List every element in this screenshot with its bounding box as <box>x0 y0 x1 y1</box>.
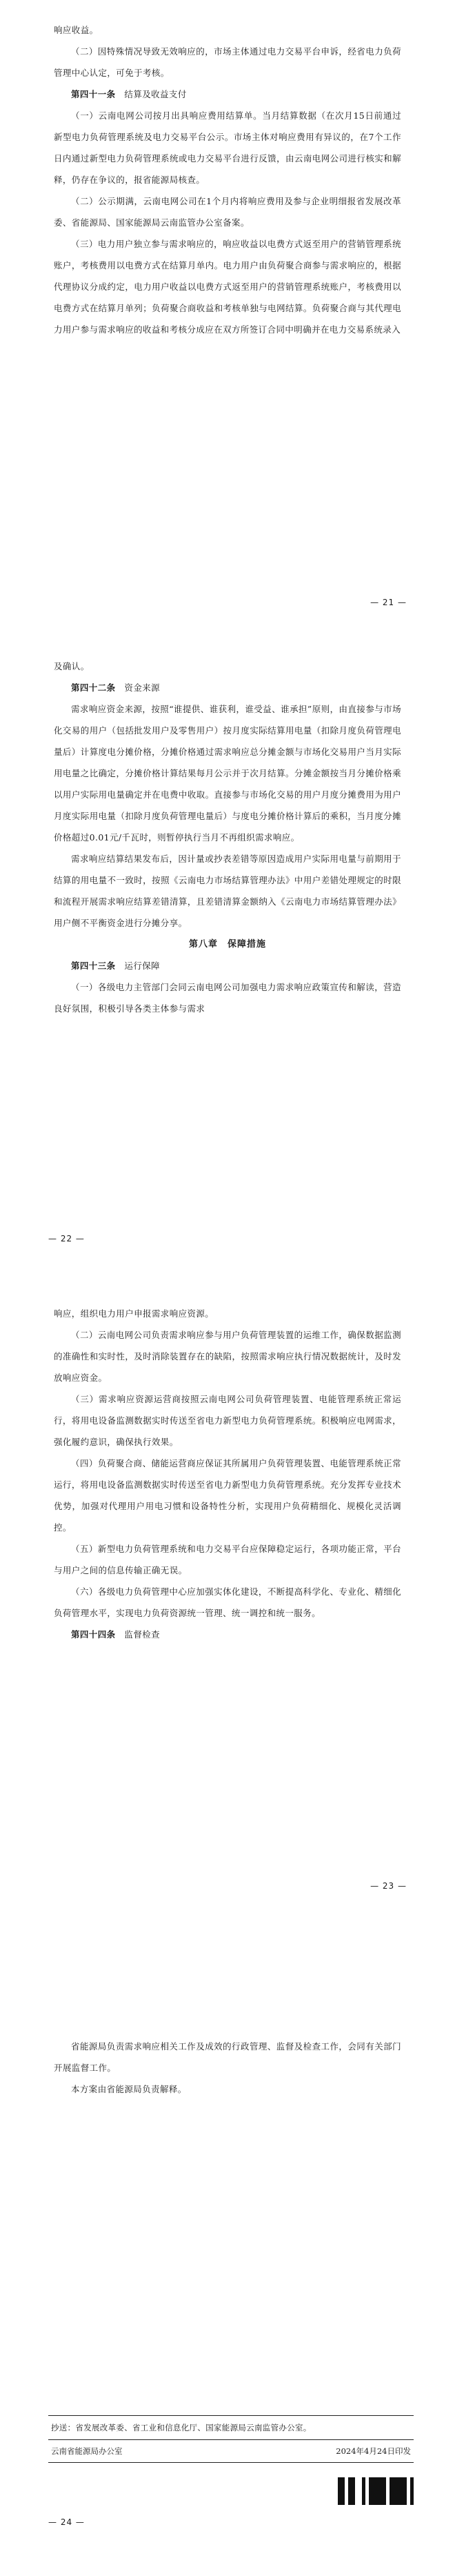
page-number: — 24 — <box>48 2517 85 2527</box>
body-paragraph: 需求响应资金来源，按照“谁提供、谁获利，谁受益、谁承担”原则，由直接参与市场化交易的用户（包括批发用户及零售用户）按月度实际结算用电量（扣除月度负荷管理电量后）计算度电分摊价格，分摊价格通过需求响应总分摊金额与市场化交易用户当月实际用电量之比确定，分摊价格计算结果每月公示并于次月结算。分摊金额按当月分摊价格乘以用户实际用电量确定并在电费中收取。直接参与市场化交易的用户月度分摊费用为用户月度实际用电量（扣除月度负荷管理电量后）与度电分摊价格计算后的乘积，当月度分摊价格超过0.01元/千瓦时，则暂停执行当月不再组织需求响应。 <box>54 704 401 843</box>
body-paragraph: （二）公示期满，云南电网公司在1个月内将响应费用及参与企业明细报省发展改革委、省能源局、国家能源局云南监管办公室备案。 <box>54 196 401 228</box>
body-paragraph: 省能源局负责需求响应相关工作及成效的行政管理、监督及检查工作，会同有关部门开展监督工作。 <box>54 2041 401 2073</box>
article-title: 监督检查 <box>124 1629 161 1640</box>
page-number: — 21 — <box>370 598 407 607</box>
body-paragraph: （一）云南电网公司按月出具响应费用结算单。当月结算数据（在次月15日前通过新型电力负荷管理系统及电力交易平台公示。市场主体对响应费用有异议的，在7个工作日内通过新型电力负荷管理系统或电力交易平台进行反馈，由云南电网公司进行核实和解释，仍存在争议的，报省能源局核查。 <box>54 110 401 185</box>
article-title: 运行保障 <box>124 961 161 971</box>
cc-line: 抄送：省发展改革委、省工业和信息化厅、国家能源局云南监管办公室。 <box>51 2423 312 2432</box>
body-paragraph: （六）各级电力负荷管理中心应加强实体化建设，不断提高科学化、专业化、精细化负荷管理水平，实现电力负荷资源统一管理、统一调控和统一服务。 <box>54 1586 401 1618</box>
article-number: 第四十四条 <box>71 1629 116 1640</box>
footer-rule-bottom <box>48 2462 414 2463</box>
document-page-23 <box>0 1303 455 1910</box>
document-page-24 <box>0 1939 455 2576</box>
article-number: 第四十二条 <box>71 682 116 693</box>
barcode-icon <box>338 2477 414 2505</box>
body-paragraph: （三）电力用户独立参与需求响应的，响应收益以电费方式返至用户的营销管理系统账户，考核费用以电费方式在结算月单内。电力用户由负荷聚合商参与需求响应的，根据代理协议分成约定，电力用户收益以电费方式返至用户的营销管理系统账户，考核费用以电费方式在结算月单列；负荷聚合商收益和考核单独与电网结算。负荷聚合商与其代理电力用户参与需求响应的收益和考核分成应在双方所签订合同中明确并在电力交易系统录入 <box>54 239 401 335</box>
issuer: 云南省能源局办公室 <box>51 2446 123 2456</box>
body-paragraph: 响应收益。 <box>54 25 99 35</box>
document-footer <box>48 2415 414 2463</box>
body-paragraph: 响应，组织电力用户申报需求响应资源。 <box>54 1308 214 1319</box>
article-number: 第四十三条 <box>71 961 116 971</box>
article-number: 第四十一条 <box>71 89 116 99</box>
body-paragraph: 需求响应结算结果发布后，因计量或抄表差错等原因造成用户实际用电量与前期用于结算的用电量不一致时，按照《云南电力市场结算管理办法》中用户差错处理规定的时限和流程开展需求响应结算差错清算，且差错清算金额纳入《云南电力市场结算管理办法》用户侧不平衡资金进行分摊分享。 <box>54 854 401 928</box>
body-paragraph: （三）需求响应资源运营商按照云南电网公司负荷管理装置、电能管理系统正常运行，将用电设备监测数据实时传送至省电力新型电力负荷管理系统。积极响应电网需求，强化履约意识，确保执行效果。 <box>54 1394 401 1447</box>
document-page-21 <box>0 19 455 627</box>
issue-date: 2024年4月24日印发 <box>336 2446 411 2456</box>
chapter-heading: 第八章 保障措施 <box>188 939 266 950</box>
body-paragraph: 及确认。 <box>54 661 90 671</box>
article-title: 结算及收益支付 <box>124 89 187 99</box>
article-paragraph <box>54 1624 401 1645</box>
article-paragraph <box>54 677 401 698</box>
body-paragraph: 本方案由省能源局负责解释。 <box>71 2084 187 2094</box>
body-paragraph: （二）因特殊情况导致无效响应的，市场主体通过电力交易平台申诉，经省电力负荷管理中心认定，可免于考核。 <box>54 46 401 78</box>
document-page-22 <box>0 656 455 1263</box>
page-number: — 23 — <box>370 1881 407 1891</box>
body-paragraph: （一）各级电力主管部门会同云南电网公司加强电力需求响应政策宣传和解读，营造良好氛围，积极引导各类主体参与需求 <box>54 982 401 1014</box>
issue-row <box>48 2440 414 2462</box>
body-paragraph: （四）负荷聚合商、储能运营商应保证其所属用户负荷管理装置、电能管理系统正常运行，将用电设备监测数据实时传送至省电力新型电力负荷管理系统。充分发挥专业技术优势，加强对代理用户用电习惯和设备特性分析，实现用户负荷精细化、规模化灵活调控。 <box>54 1458 401 1533</box>
article-paragraph <box>54 83 401 105</box>
article-title: 资金来源 <box>124 682 161 693</box>
page-number: — 22 — <box>48 1234 85 1243</box>
body-paragraph: （二）云南电网公司负责需求响应参与用户负荷管理装置的运维工作，确保数据监测的准确性和实时性，及时消除装置存在的缺陷，按照需求响应执行情况数据统计，及时发放响应资金。 <box>54 1330 401 1383</box>
article-paragraph <box>54 955 401 976</box>
body-paragraph: （五）新型电力负荷管理系统和电力交易平台应保障稳定运行，各项功能正常，平台与用户之间的信息传输正确无误。 <box>54 1544 401 1575</box>
